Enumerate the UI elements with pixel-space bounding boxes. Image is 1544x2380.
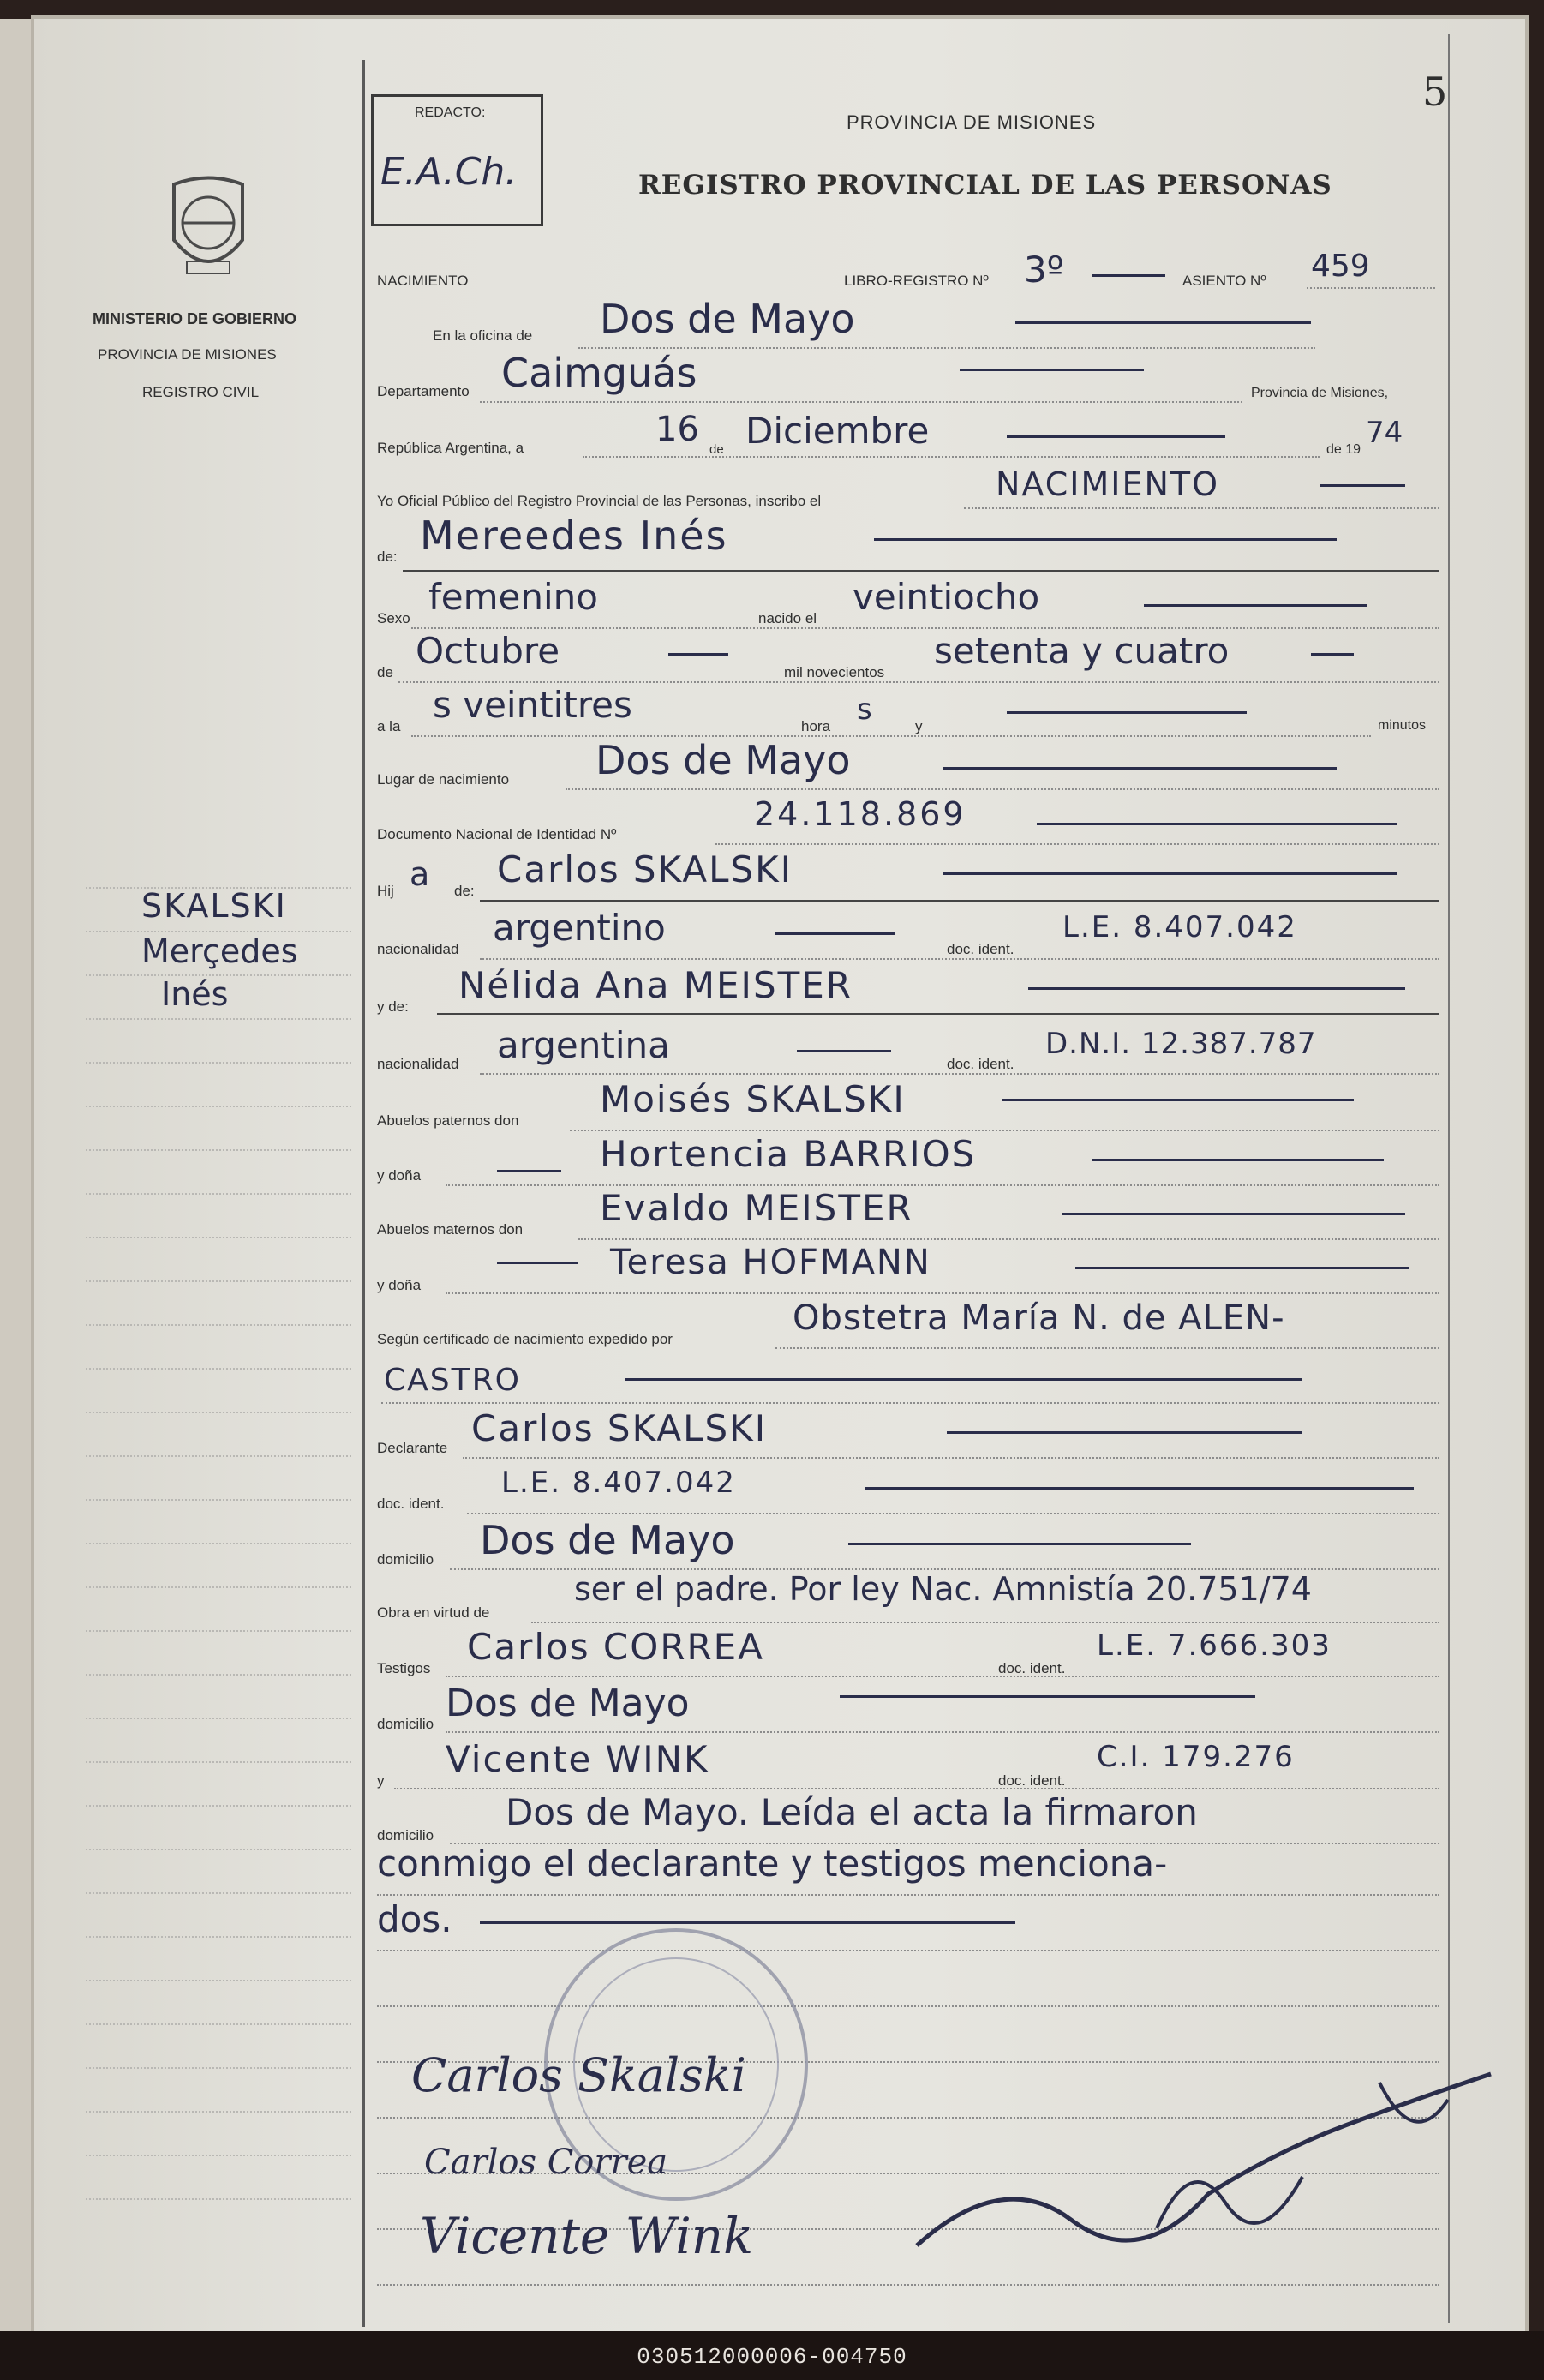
value-lugar: Dos de Mayo — [595, 737, 851, 783]
rule — [566, 788, 1439, 790]
rule — [583, 456, 1320, 458]
label-sexo: Sexo — [377, 610, 410, 626]
value-nacido-dia: veintiocho — [853, 576, 1040, 618]
rule — [570, 1130, 1439, 1131]
label-hijo: Hij — [377, 883, 394, 899]
label-domicilio-testigo1: domicilio — [377, 1716, 434, 1732]
civil-registry-label: REGISTRO CIVIL — [142, 384, 260, 400]
value-abuela-paterna: Hortencia BARRIOS — [600, 1133, 977, 1175]
label-de-mes: de — [377, 664, 393, 680]
page-number: 5 — [1422, 69, 1448, 115]
label-departamento: Departamento — [377, 383, 470, 399]
rule — [480, 900, 1439, 902]
filler-dash — [775, 932, 895, 935]
label-yo-oficial: Yo Oficial Público del Registro Provincial de las Personas, inscribo el — [377, 493, 822, 509]
official-signature-scribble — [900, 2048, 1499, 2305]
label-yde: y de: — [377, 998, 409, 1015]
label-de-anio: de 19 — [1326, 442, 1361, 457]
label-segun: Según certificado de nacimiento expedido por — [377, 1331, 673, 1347]
label-minutos: minutos — [1378, 718, 1427, 733]
rule — [446, 1184, 1439, 1186]
rule — [578, 1238, 1439, 1240]
label-obra: Obra en virtud de — [377, 1604, 490, 1621]
filler-dash — [865, 1487, 1414, 1490]
value-nacido-anio: setenta y cuatro — [934, 630, 1230, 672]
label-nacido: nacido el — [758, 610, 817, 626]
value-hora-s: s — [857, 692, 872, 727]
filler-dash — [1144, 604, 1367, 607]
header-province: PROVINCIA DE MISIONES — [847, 111, 1097, 133]
margin-note-surname: SKALSKI — [141, 887, 287, 925]
rule — [394, 1788, 1439, 1789]
label-abuelos-maternos: Abuelos maternos don — [377, 1221, 524, 1238]
signature-testigo1: Carlos Correa — [424, 2143, 668, 2182]
filler-dash — [943, 872, 1397, 875]
filler-dash — [1007, 435, 1225, 438]
filler-dash — [625, 1378, 1302, 1381]
value-madre-doc: D.N.I. 12.387.787 — [1045, 1027, 1317, 1061]
header-registry-title: REGISTRO PROVINCIAL DE LAS PERSONAS — [638, 170, 1332, 201]
value-padre-nac: argentino — [493, 907, 666, 949]
label-doc-ident-madre: doc. ident. — [947, 1056, 1014, 1072]
rule — [446, 1292, 1439, 1294]
value-anio: 74 — [1366, 416, 1403, 450]
rule — [964, 507, 1439, 509]
label-ydona-paterna: y doña — [377, 1167, 422, 1184]
filler-dash — [1075, 1267, 1409, 1269]
label-ala: a la — [377, 718, 401, 734]
label-hora: hora — [801, 718, 831, 734]
filler-dash — [797, 1050, 891, 1052]
rule — [467, 1513, 1439, 1514]
filler-dash — [497, 1170, 561, 1172]
value-testigo1: Carlos CORREA — [467, 1626, 764, 1668]
value-cierre-1: conmigo el declarante y testigos menciona- — [377, 1843, 1168, 1885]
redacto-label: REDACTO: — [415, 105, 486, 120]
label-asiento: ASIENTO Nº — [1182, 273, 1266, 289]
label-lugar: Lugar de nacimiento — [377, 771, 510, 788]
value-padre-doc: L.E. 8.407.042 — [1062, 910, 1297, 944]
column-divider — [362, 60, 365, 2327]
value-dni: 24.118.869 — [754, 795, 966, 833]
redacto-initials: E.A.Ch. — [380, 150, 518, 194]
filler-dash — [1062, 1213, 1405, 1215]
label-doc-ident-testigo2: doc. ident. — [998, 1772, 1066, 1789]
rule — [437, 1013, 1439, 1015]
label-doc-ident-declarante: doc. ident. — [377, 1496, 445, 1512]
rule — [578, 347, 1315, 349]
rule — [480, 958, 1439, 960]
label-doc-ident-testigo1: doc. ident. — [998, 1660, 1066, 1676]
margin-note-name2: Inés — [161, 975, 229, 1013]
rule — [480, 1073, 1439, 1075]
rule — [1307, 287, 1435, 289]
value-departamento: Caimguás — [501, 350, 697, 396]
rule — [377, 1950, 1439, 1951]
redacto-box — [371, 94, 543, 226]
rule — [411, 735, 1371, 737]
label-ydona-materna: y doña — [377, 1277, 422, 1293]
filler-dash — [943, 767, 1337, 770]
filler-dash — [1092, 1159, 1384, 1161]
label-dni: Documento Nacional de Identidad Nº — [377, 826, 617, 842]
value-abuelo-paterno: Moisés SKALSKI — [600, 1078, 906, 1120]
rule — [411, 627, 1439, 629]
filler-dash — [874, 538, 1337, 541]
rule — [531, 1622, 1439, 1623]
value-dia: 16 — [655, 410, 699, 449]
filler-dash — [1311, 653, 1354, 656]
rule — [403, 570, 1439, 572]
value-certificado: Obstetra María N. de ALEN- — [793, 1298, 1285, 1338]
value-cierre-2: dos. — [377, 1898, 452, 1940]
label-de-nombre: de: — [377, 549, 398, 565]
label-de-small: de — [709, 442, 724, 457]
filler-dash — [947, 1431, 1302, 1434]
ministry-label: MINISTERIO DE GOBIERNO — [93, 310, 297, 327]
margin-ruled-lines — [86, 887, 351, 2242]
value-testigo1-dom: Dos de Mayo — [446, 1682, 690, 1725]
label-nacimiento: NACIMIENTO — [377, 273, 469, 289]
label-nacionalidad-padre: nacionalidad — [377, 941, 459, 957]
right-margin-line — [1448, 34, 1450, 2323]
value-domicilio: Dos de Mayo — [480, 1517, 735, 1563]
value-hora: s veintitres — [433, 684, 632, 726]
label-abuelos-paternos: Abuelos paternos don — [377, 1112, 519, 1129]
rule — [377, 1894, 1439, 1896]
filler-dash — [1320, 484, 1405, 487]
value-testigo2: Vicente WINK — [446, 1738, 709, 1780]
value-hijo-a: a — [410, 855, 430, 893]
value-libro: 3º — [1024, 249, 1064, 291]
label-hijo-de: de: — [454, 883, 475, 899]
label-doc-ident-padre: doc. ident. — [947, 941, 1014, 957]
rule — [381, 1402, 1439, 1404]
book-spine — [0, 19, 38, 2333]
value-asiento: 459 — [1311, 249, 1370, 284]
rule — [446, 1731, 1439, 1733]
label-nacionalidad-madre: nacionalidad — [377, 1056, 459, 1072]
filler-dash — [848, 1543, 1191, 1545]
value-madre: Nélida Ana MEISTER — [458, 964, 853, 1006]
image-caption: 030512000006-004750 — [637, 2344, 907, 2370]
filler-dash — [1002, 1099, 1354, 1101]
left-province-label: PROVINCIA DE MISIONES — [98, 346, 277, 363]
value-mes: Diciembre — [745, 410, 930, 452]
filler-dash — [668, 653, 728, 656]
label-declarante: Declarante — [377, 1440, 448, 1456]
label-testigos: Testigos — [377, 1660, 431, 1676]
filler-dash — [1092, 274, 1165, 277]
filler-dash — [1015, 321, 1311, 324]
filler-dash — [497, 1262, 578, 1264]
filler-dash — [480, 1921, 1015, 1924]
signature-testigo2: Vicente Wink — [420, 2207, 754, 2265]
value-testigo1-doc: L.E. 7.666.303 — [1097, 1628, 1332, 1663]
rule — [446, 1676, 1439, 1677]
value-sexo: femenino — [428, 576, 598, 618]
value-declarante-doc: L.E. 8.407.042 — [501, 1466, 736, 1500]
label-prov-misiones: Provincia de Misiones, — [1251, 386, 1389, 400]
value-abuelo-materno: Evaldo MEISTER — [600, 1187, 913, 1229]
value-declarante: Carlos SKALSKI — [471, 1407, 768, 1449]
rule — [377, 2005, 1439, 2007]
rule — [480, 401, 1242, 403]
value-testigo2-doc: C.I. 179.276 — [1097, 1740, 1295, 1774]
value-padre: Carlos SKALSKI — [497, 848, 793, 890]
rule — [775, 1347, 1439, 1349]
filler-dash — [1028, 987, 1405, 990]
rule — [715, 843, 1439, 845]
value-madre-nac: argentina — [497, 1024, 670, 1066]
rule — [398, 681, 1439, 683]
value-certificado-cont: CASTRO — [384, 1363, 521, 1398]
label-y-testigo2: y — [377, 1772, 385, 1789]
value-nacido-mes: Octubre — [416, 630, 560, 672]
label-domicilio-declarante: domicilio — [377, 1551, 434, 1568]
label-libro: LIBRO-REGISTRO Nº — [844, 273, 989, 289]
coat-of-arms-emblem — [157, 171, 260, 283]
label-republica: República Argentina, a — [377, 440, 524, 456]
filler-dash — [1007, 711, 1247, 714]
filler-dash — [1037, 823, 1397, 825]
value-abuela-materna: Teresa HOFMANN — [610, 1243, 931, 1282]
value-nombre: Mereedes Inés — [420, 513, 728, 559]
value-obra: ser el padre. Por ley Nac. Amnistía 20.751/74 — [574, 1570, 1312, 1608]
signature-declarante: Carlos Skalski — [411, 2048, 746, 2102]
label-mil: mil novecientos — [784, 664, 885, 680]
value-testigo2-dom: Dos de Mayo. Leída el acta la firmaron — [506, 1791, 1198, 1833]
value-oficina: Dos de Mayo — [600, 296, 855, 342]
filler-dash — [840, 1695, 1255, 1698]
rule — [463, 1457, 1439, 1459]
label-domicilio-testigo2: domicilio — [377, 1827, 434, 1843]
label-oficina: En la oficina de — [433, 327, 533, 344]
label-y: y — [915, 718, 923, 734]
value-tipo: NACIMIENTO — [996, 465, 1220, 503]
filler-dash — [960, 369, 1144, 371]
margin-note-name1: Merçedes — [141, 932, 298, 970]
